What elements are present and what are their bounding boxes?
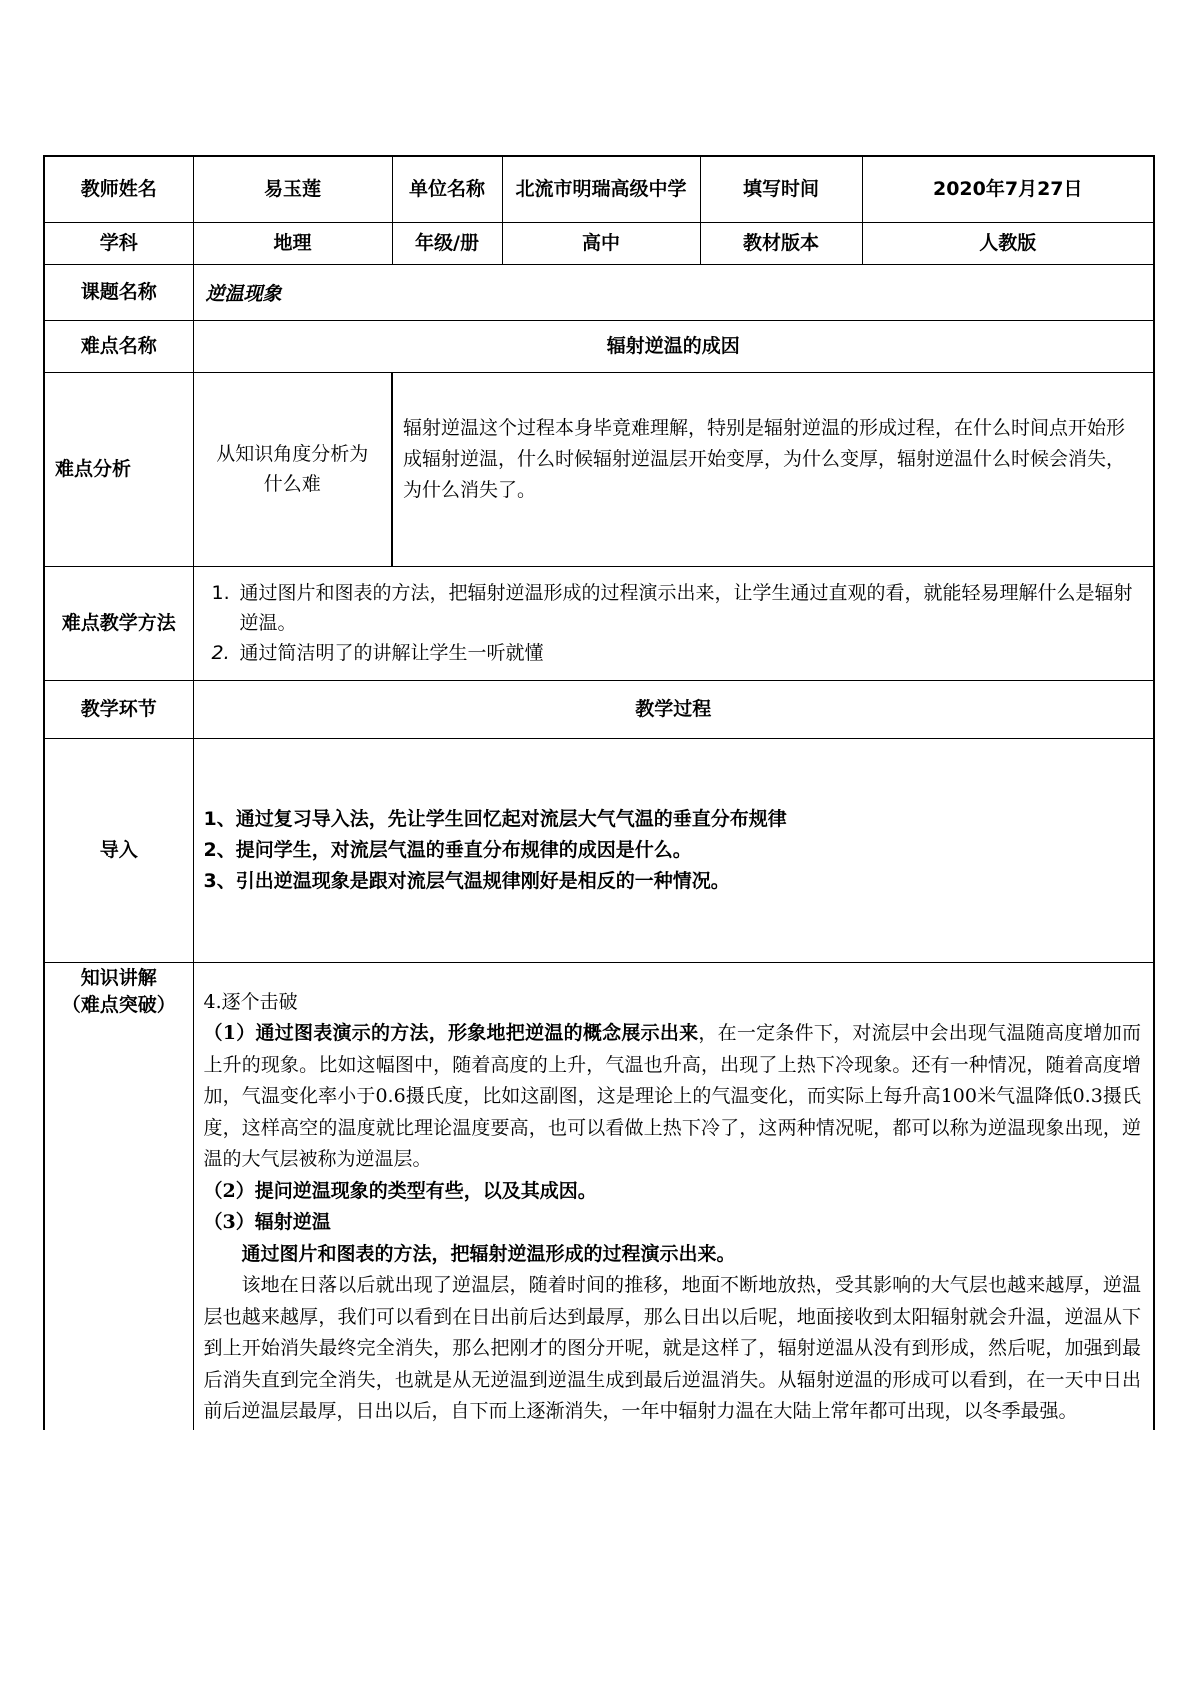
teacher-label: 教师姓名 — [44, 156, 193, 222]
teacher-name: 易玉莲 — [193, 156, 392, 222]
topic-value: 逆温现象 — [193, 264, 1154, 320]
subject-value: 地理 — [193, 222, 392, 264]
analysis-label: 难点分析 — [44, 372, 193, 566]
knowledge-row — [44, 962, 1154, 1430]
knowledge-paragraph-1 — [204, 1018, 1142, 1176]
knowledge-p3-text: （3）辐射逆温 — [203, 1211, 331, 1233]
analysis-text: 辐射逆温这个过程本身毕竟难理解，特别是辐射逆温的形成过程，在什么时间点开始形成辐射逆温，什么时候辐射逆温层开始变厚，为什么变厚，辐射逆温什么时候会消失，为什么消失了。 — [392, 372, 1154, 566]
process-value: 教学过程 — [193, 680, 1154, 738]
date-label: 填写时间 — [700, 156, 862, 222]
analysis-sub-label: 从知识角度分析为什么难 — [193, 372, 392, 566]
method-item-text: 通过简洁明了的讲解让学生一听就懂 — [239, 642, 544, 664]
knowledge-paragraph-2 — [204, 1176, 1142, 1208]
method-item-text: 通过图片和图表的方法，把辐射逆温形成的过程演示出来，让学生通过直观的看，就能轻易理解什么是辐射逆温。 — [239, 582, 1133, 634]
knowledge-p4-text: 通过图片和图表的方法，把辐射逆温形成的过程演示出来。 — [241, 1242, 736, 1265]
unit-name: 北流市明瑞高级中学 — [502, 156, 700, 222]
grade-label: 年级/册 — [392, 222, 502, 264]
textbook-value: 人教版 — [862, 222, 1154, 264]
method-label: 难点教学方法 — [44, 566, 193, 680]
difficulty-value: 辐射逆温的成因 — [193, 320, 1154, 372]
method-list — [193, 566, 1154, 680]
difficulty-label: 难点名称 — [44, 320, 193, 372]
knowledge-paragraph-4 — [204, 1239, 1142, 1271]
intro-content — [193, 738, 1154, 962]
knowledge-p2-text: （2）提问逆温现象的类型有些，以及其成因。 — [203, 1179, 597, 1202]
knowledge-paragraph-5: 该地在日落以后就出现了逆温层，随着时间的推移，地面不断地放热，受其影响的大气层也越来越厚，逆温层也越来越厚，我们可以看到在日出前后达到最厚，那么日出以后呢，地面接收到太阳辐射就会升温，逆温从下到上开始消失最终完全消失，那么把刚才的图分开呢，就是这样了，辐射逆温从没有到形成，然后呢，加强到最后消失直到完全消失，也就是从无逆温到逆温生成到最后逆温消失。从辐射逆温的形成可以看到，在一天中日出前后逆温层最厚，日出以后，自下而上逐渐消失，一年中辐射力温在大陆上常年都可出现，以冬季最强。 — [203, 1274, 1142, 1422]
intro-line: 3、引出逆温现象是跟对流层气温规律刚好是相反的一种情况。 — [203, 869, 730, 892]
method-row — [44, 566, 1154, 680]
grade-value: 高中 — [502, 222, 700, 264]
knowledge-content — [193, 962, 1154, 1430]
knowledge-label — [44, 962, 193, 1430]
knowledge-label-line2: （难点突破） — [61, 993, 176, 1016]
date-value: 2020年7月27日 — [862, 156, 1154, 222]
intro-row — [44, 738, 1154, 962]
difficulty-row — [44, 320, 1154, 372]
topic-label: 课题名称 — [44, 264, 193, 320]
intro-label: 导入 — [44, 738, 193, 962]
knowledge-p1-bold: （1）通过图表演示的方法，形象地把逆温的概念展示出来 — [203, 1022, 699, 1044]
knowledge-paragraph-3 — [204, 1207, 1142, 1239]
process-header-row — [44, 680, 1154, 738]
process-label: 教学环节 — [44, 680, 193, 738]
knowledge-label-line1: 知识讲解 — [80, 966, 157, 989]
subject-label: 学科 — [44, 222, 193, 264]
unit-label: 单位名称 — [392, 156, 502, 222]
method-item-number: 1. — [211, 582, 230, 604]
topic-row — [44, 264, 1154, 320]
header-row — [44, 156, 1154, 222]
intro-line: 1、通过复习导入法，先让学生回忆起对流层大气气温的垂直分布规律 — [203, 807, 787, 830]
method-item — [204, 638, 1144, 668]
lesson-plan-table — [43, 155, 1155, 1430]
knowledge-p1-rest: ，在一定条件下，对流层中会出现气温随高度增加而上升的现象。比如这幅图中，随着高度的上升，气温也升高，出现了上热下冷现象。还有一种情况，随着高度增加，气温变化率小于0.6摄氏度，比如这副图，这是理论上的气温变化，而实际上每升高100米气温降低0.3摄氏度，这样高空的温度就比理论温度要高，也可以看做上热下冷了，这两种情况呢，都可以称为逆温现象出现，逆温的大气层被称为逆温层。 — [203, 1022, 1142, 1170]
knowledge-heading: 4.逐个击破 — [203, 990, 298, 1013]
method-item-number: 2. — [211, 642, 230, 664]
textbook-label: 教材版本 — [700, 222, 862, 264]
intro-line: 2、提问学生，对流层气温的垂直分布规律的成因是什么。 — [203, 838, 692, 861]
subject-row — [44, 222, 1154, 264]
analysis-row — [44, 372, 1154, 566]
method-item — [204, 578, 1144, 638]
